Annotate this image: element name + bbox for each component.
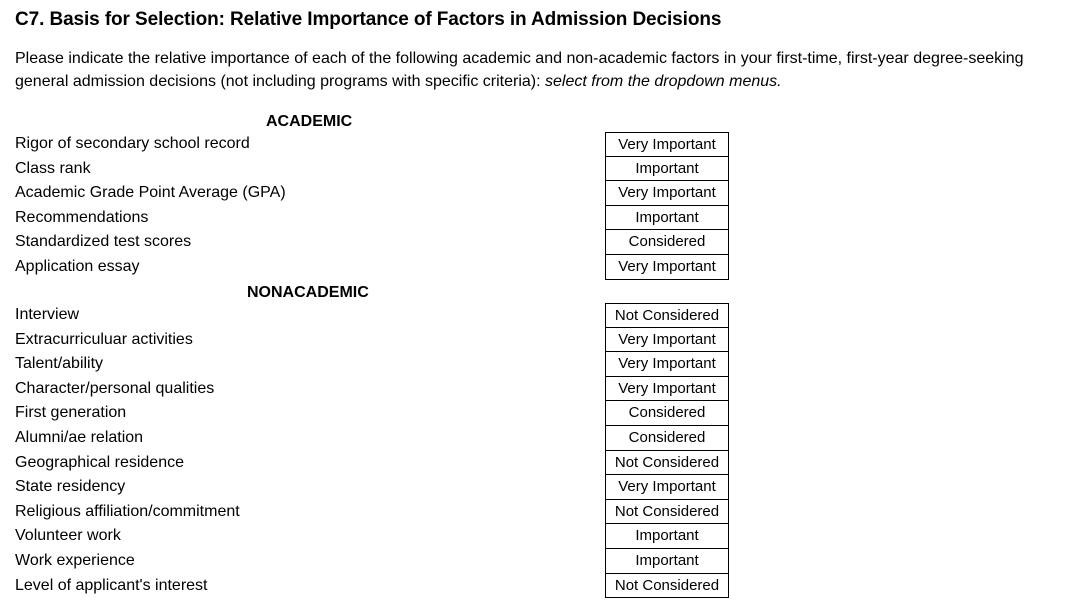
factor-row-applicant-interest (15, 574, 1070, 599)
nonacademic-heading: NONACADEMIC (247, 284, 369, 301)
factor-row-extracurricular (15, 328, 1070, 353)
importance-dropdown-recommendations[interactable]: Important (605, 206, 729, 231)
factor-label: Class rank (15, 159, 91, 177)
admission-factors-form (15, 7, 1070, 93)
importance-dropdown-rigor[interactable]: Very Important (605, 132, 729, 157)
importance-dropdown-interview[interactable]: Not Considered (605, 303, 729, 328)
factor-row-geography (15, 451, 1070, 476)
intro-text: Please indicate the relative importance of each of the following academic and non-academic factors in your first-time, first-year degree-seeking general admission decisions (not including programs with specific criteria): (15, 50, 1024, 90)
importance-dropdown-first-generation[interactable]: Considered (605, 401, 729, 426)
importance-dropdown-test-scores[interactable]: Considered (605, 230, 729, 255)
factor-label: First generation (15, 404, 127, 422)
factor-row-character (15, 377, 1070, 402)
factor-label: Religious affiliation/commitment (15, 502, 240, 520)
factor-label: Alumni/ae relation (15, 428, 144, 446)
factor-label: Work experience (15, 551, 135, 569)
factor-row-volunteer (15, 524, 1070, 549)
factor-label: Application essay (15, 257, 140, 275)
importance-dropdown-alumni[interactable]: Considered (605, 426, 729, 451)
factor-label: Character/personal qualities (15, 379, 215, 397)
factor-row-alumni (15, 426, 1070, 451)
importance-dropdown-geography[interactable]: Not Considered (605, 451, 729, 476)
factor-label: Recommendations (15, 208, 149, 226)
factor-row-work-experience (15, 549, 1070, 574)
factor-label: Standardized test scores (15, 233, 192, 251)
nonacademic-rows (15, 303, 1070, 598)
academic-rows (15, 132, 1070, 280)
factor-label: Talent/ability (15, 355, 104, 373)
factor-row-religious (15, 500, 1070, 525)
factor-row-rigor (15, 132, 1070, 157)
intro-emphasis: select from the dropdown menus. (545, 73, 782, 90)
factor-row-state-residency (15, 475, 1070, 500)
factor-label: Interview (15, 306, 80, 323)
importance-dropdown-character[interactable]: Very Important (605, 377, 729, 402)
importance-dropdown-gpa[interactable]: Very Important (605, 181, 729, 206)
factor-row-gpa (15, 181, 1070, 206)
factor-row-test-scores (15, 230, 1070, 255)
importance-dropdown-extracurricular[interactable]: Very Important (605, 328, 729, 353)
factor-row-essay (15, 255, 1070, 280)
factor-row-talent (15, 352, 1070, 377)
importance-dropdown-talent[interactable]: Very Important (605, 352, 729, 377)
factor-label: Volunteer work (15, 527, 121, 545)
importance-dropdown-work-experience[interactable]: Important (605, 549, 729, 574)
factor-label: Level of applicant's interest (15, 576, 208, 594)
importance-dropdown-religious[interactable]: Not Considered (605, 500, 729, 525)
importance-dropdown-essay[interactable]: Very Important (605, 255, 729, 280)
importance-dropdown-applicant-interest[interactable]: Not Considered (605, 574, 729, 599)
factor-row-first-generation (15, 401, 1070, 426)
factor-row-interview (15, 303, 1070, 328)
importance-dropdown-state-residency[interactable]: Very Important (605, 475, 729, 500)
intro-paragraph (15, 47, 1070, 93)
factor-label: Extracurriculuar activities (15, 330, 193, 348)
factor-label: State residency (15, 478, 126, 496)
academic-heading: ACADEMIC (266, 113, 353, 130)
factor-row-class-rank (15, 157, 1070, 182)
factor-label: Rigor of secondary school record (15, 135, 250, 152)
importance-dropdown-volunteer[interactable]: Important (605, 524, 729, 549)
page-title: C7. Basis for Selection: Relative Importance of Factors in Admission Decisions (15, 9, 722, 30)
factor-label: Academic Grade Point Average (GPA) (15, 184, 286, 202)
importance-dropdown-class-rank[interactable]: Important (605, 157, 729, 182)
factor-label: Geographical residence (15, 453, 184, 471)
factor-row-recommendations (15, 206, 1070, 231)
